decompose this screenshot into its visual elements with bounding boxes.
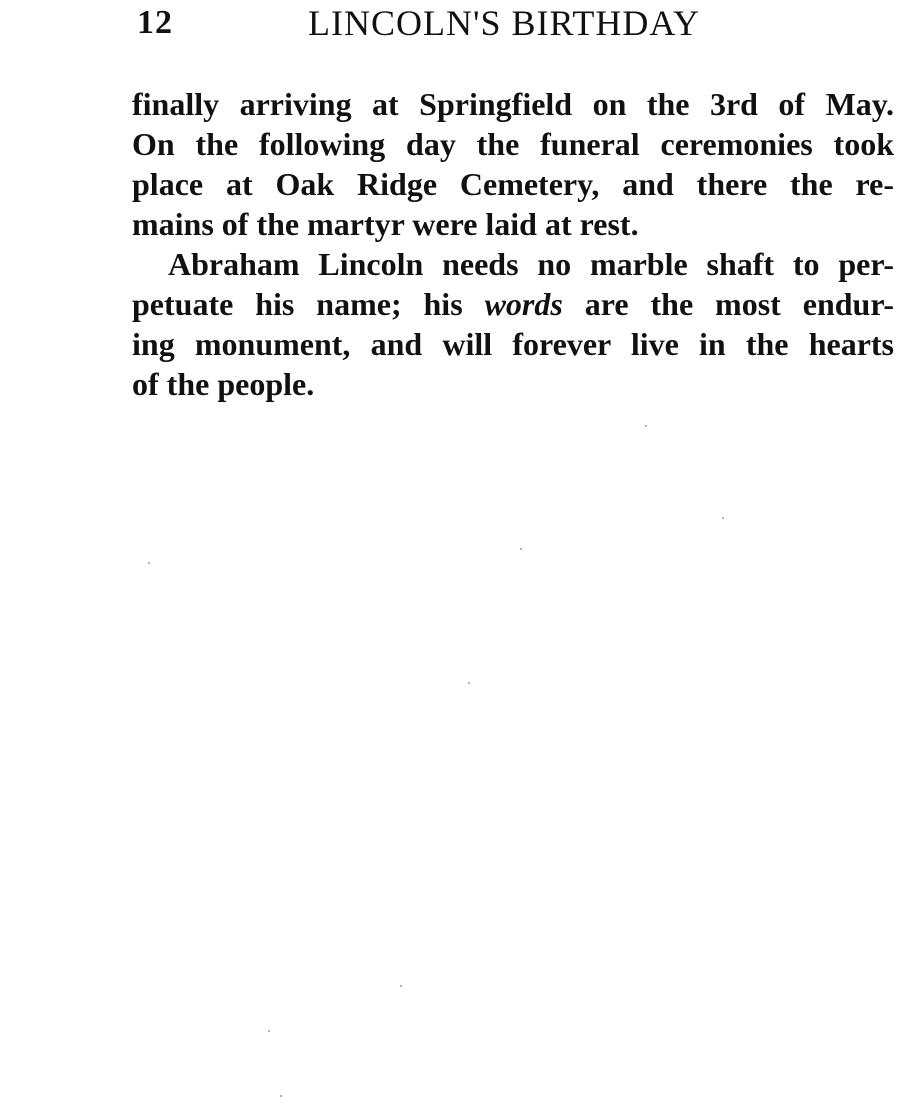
- page-number: 12: [137, 4, 173, 41]
- text-line: On the following day the funeral ceremonies took: [132, 126, 894, 162]
- scan-speck: [722, 517, 724, 519]
- text-line: mains of the martyr were laid at rest.: [132, 206, 639, 242]
- text-line: finally arriving at Springfield on the 3rd of May.: [132, 86, 894, 122]
- scan-speck: [268, 1030, 270, 1032]
- scan-speck: [645, 425, 647, 427]
- text-line: Abraham Lincoln needs no marble shaft to per-: [168, 246, 894, 282]
- text-line: ing monument, and will forever live in the hearts: [132, 326, 894, 362]
- text-line: of the people.: [132, 366, 315, 402]
- text-line: place at Oak Ridge Cemetery, and there the re-: [132, 166, 894, 202]
- scan-speck: [520, 548, 522, 550]
- text-segment: are the most endur-: [562, 286, 894, 322]
- text-segment: petuate his name; his: [132, 286, 485, 322]
- text-line: [132, 284, 894, 324]
- scan-speck: [400, 985, 402, 987]
- scan-speck: [148, 562, 150, 564]
- italic-word: words: [484, 286, 563, 322]
- running-head: LINCOLN'S BIRTHDAY: [308, 3, 701, 43]
- scan-speck: [468, 682, 470, 684]
- scan-speck: [280, 1095, 282, 1097]
- body-text: [132, 84, 894, 404]
